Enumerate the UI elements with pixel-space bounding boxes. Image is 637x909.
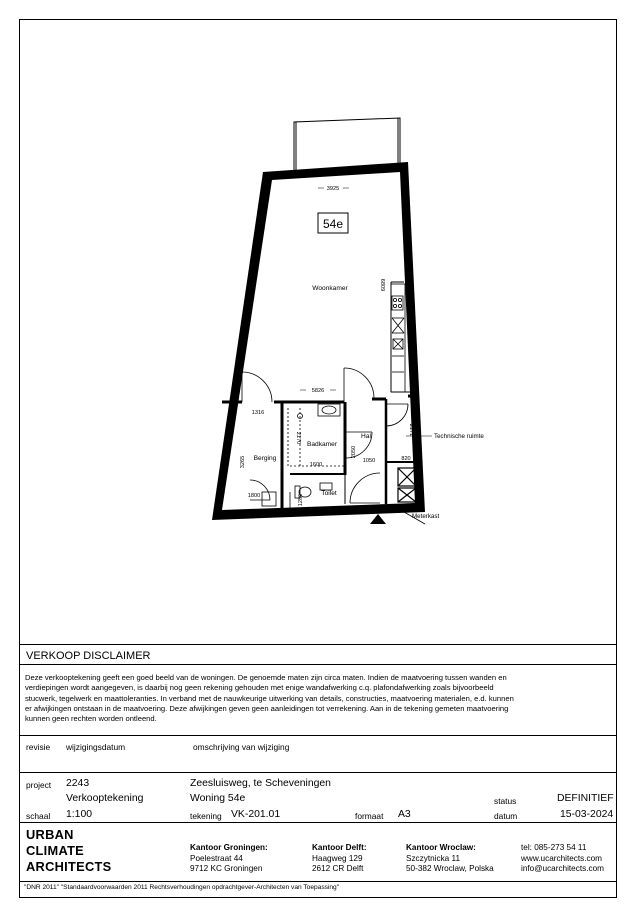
- contact-website[interactable]: www.ucarchitects.com: [521, 853, 602, 863]
- logo-line: URBAN: [26, 827, 74, 842]
- room-label-technical: Technische ruimte: [434, 433, 484, 440]
- dim-top-width: 3925: [326, 186, 340, 192]
- status-value: DEFINITIEF: [557, 793, 614, 804]
- entrance-arrow-icon: [370, 514, 386, 524]
- disclaimer-line: stucwerk, tegelwerk en maattoleranties. In verband met de nauwkeurige uitwerking van details, constructies, maatvoering materialen, e.d. kunnen: [25, 693, 514, 703]
- dim-storage-width: 1316: [251, 410, 265, 416]
- meter-cabinet: [398, 468, 416, 502]
- dim-bottom-small: 1280: [298, 493, 304, 507]
- footer-conditions: "DNR 2011" "Standaardvoorwaarden 2011 Rechtsverhoudingen opdrachtgever-Architecten van Toepassing": [24, 884, 340, 891]
- office-name: Kantoor Delft:: [312, 843, 367, 852]
- drawing-type: Verkooptekening: [66, 793, 144, 804]
- divider: [20, 735, 617, 736]
- dim-bath-width: 1600: [309, 462, 323, 468]
- date-value: 15-03-2024: [560, 809, 614, 820]
- dim-bath-height: 2170: [295, 431, 301, 445]
- unit-label: 54e: [322, 217, 344, 231]
- office-name: Kantoor Groningen:: [190, 843, 268, 852]
- dim-tech-height: 2171: [408, 423, 414, 437]
- format-value: A3: [398, 809, 411, 820]
- disclaimer-line: er afwijkingen ontstaan in de maatvoering. Deze afwijkingen geven geen aanleidingen tot verrekening. Aan in de tekening gemeten maatvoering: [25, 703, 509, 713]
- logo-line: ARCHITECTS: [26, 859, 112, 874]
- revision-date-label: wijzigingsdatum: [66, 742, 126, 752]
- office-delft: [312, 843, 367, 875]
- office-city: 50-382 Wroclaw, Polska: [406, 864, 494, 873]
- drawing-number: VK-201.01: [231, 809, 281, 820]
- room-label-hall: Hal: [361, 433, 371, 440]
- office-street: Haagweg 129: [312, 853, 363, 863]
- disclaimer-line: kunnen geen rechten worden ontleend.: [25, 714, 157, 724]
- scale-value: 1:100: [66, 809, 93, 820]
- disclaimer-title: VERKOOP DISCLAIMER: [26, 650, 151, 662]
- contact-email[interactable]: info@ucarchitects.com: [521, 864, 604, 873]
- kitchen-counter: [391, 284, 405, 392]
- office-city: 2612 CR Delft: [312, 864, 364, 873]
- office-city: 9712 KC Groningen: [190, 864, 263, 873]
- room-label-meter: Meterkast: [412, 513, 440, 520]
- logo-line: CLIMATE: [26, 843, 85, 858]
- drawing-label: tekening: [190, 811, 222, 821]
- divider: [20, 772, 617, 773]
- contact-phone: tel: 085-273 54 11: [521, 843, 587, 852]
- project-number: 2243: [66, 778, 90, 789]
- room-label-storage: Berging: [253, 455, 277, 462]
- format-label: formaat: [355, 811, 384, 821]
- status-label: status: [494, 796, 517, 806]
- dim-living-height: 6809: [379, 278, 385, 292]
- disclaimer-line: verdiepingen wordt aangegeven, is daarbij nog geen rekening gehouden met enige wandafwerking c.q. plafondafwerking zoals bijvoorbeeld: [25, 683, 494, 693]
- dim-storage-height: 3265: [240, 455, 246, 469]
- divider: [20, 644, 617, 645]
- divider: [20, 822, 617, 823]
- office-name: Kantoor Wroclaw:: [406, 843, 476, 852]
- revision-label: revisie: [26, 742, 51, 752]
- room-label-bathroom: Badkamer: [306, 441, 338, 448]
- room-label-toilet: Toilet: [321, 490, 337, 497]
- divider: [20, 664, 617, 665]
- unit-name: Woning 54e: [190, 793, 246, 804]
- office-groningen: [190, 843, 268, 875]
- disclaimer-line: Deze verkooptekening geeft een goed beeld van de woningen. De genoemde maten zijn circa maten. Indien de maatvoering tussen wanden en: [25, 673, 507, 682]
- contact-block: [521, 843, 604, 875]
- company-logo: [26, 827, 111, 875]
- dim-storage-bottom: 1800: [247, 493, 261, 499]
- scale-label: schaal: [26, 811, 51, 821]
- office-street: Szczytnicka 11: [406, 853, 460, 863]
- project-label: project: [26, 780, 52, 790]
- office-wroclaw: [406, 843, 494, 875]
- revision-description-label: omschrijving van wijziging: [193, 742, 290, 752]
- office-street: Poelestraat 44: [190, 853, 243, 863]
- dim-mid-width: 5826: [311, 388, 325, 394]
- dim-hall-width: 1050: [362, 458, 376, 464]
- dim-toilet-width: 2050: [351, 445, 357, 459]
- dim-tech-width: 820: [401, 456, 411, 462]
- date-label: datum: [494, 811, 518, 821]
- room-label-living: Woonkamer: [312, 285, 348, 292]
- project-name: Zeesluisweg, te Scheveningen: [190, 778, 331, 789]
- divider: [20, 881, 617, 882]
- disclaimer-body: [25, 673, 615, 724]
